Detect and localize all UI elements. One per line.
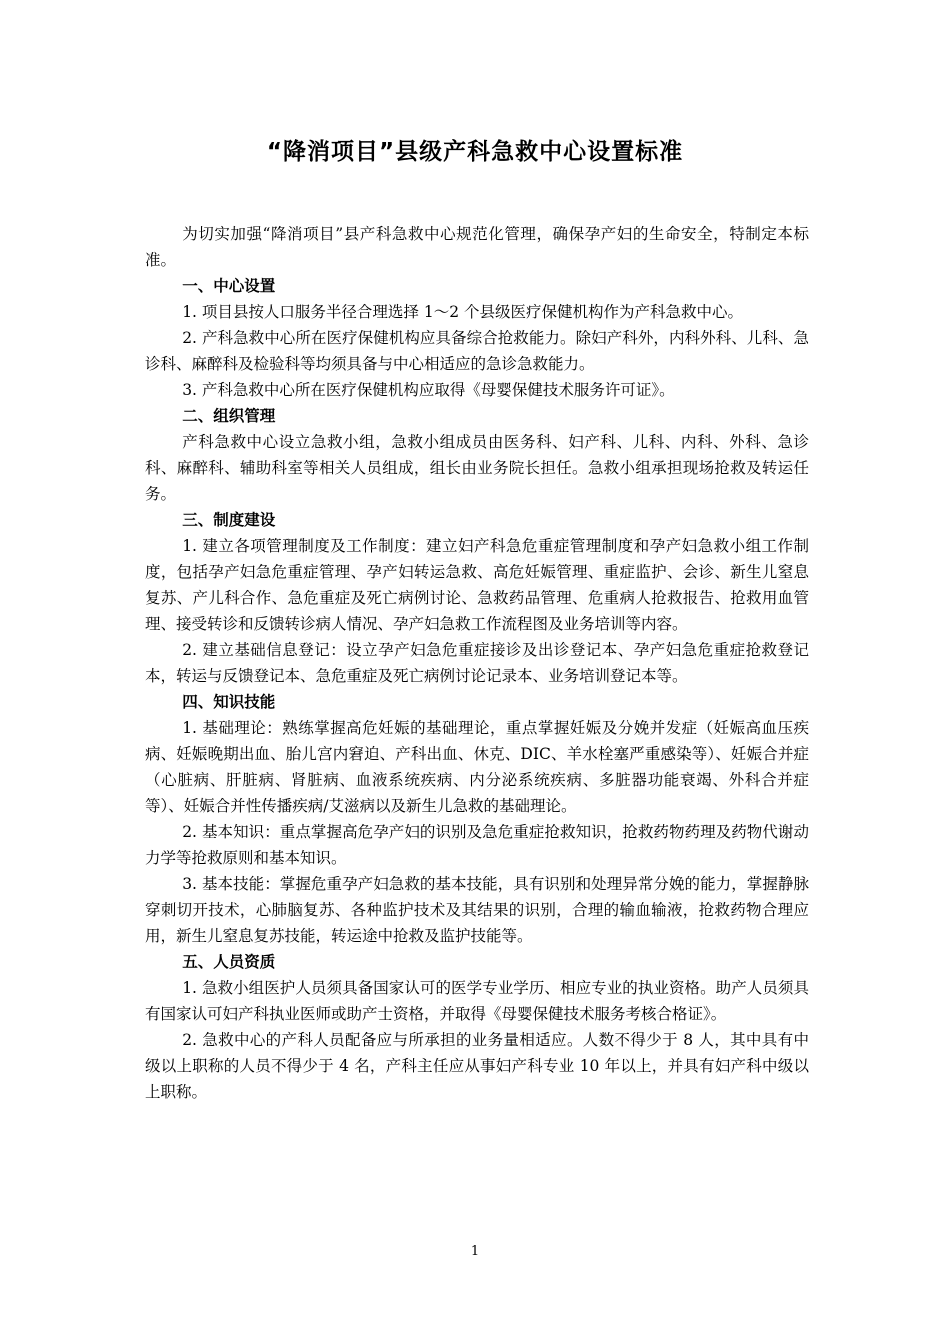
intro-paragraph: 为切实加强“降消项目”县产科急救中心规范化管理，确保孕产妇的生命安全，特制定本标准。 <box>145 225 809 269</box>
body-paragraph: 1. 基础理论：熟练掌握高危妊娠的基础理论，重点掌握妊娠及分娩并发症（妊娠高血压疾病、妊娠晚期出血、胎儿宫内窘迫、产科出血、休克、DIC、羊水栓塞严重感染等）、妊娠合并症（心脏病、肝脏病、肾脏病、血液系统疾病、内分泌系统疾病、多脏器功能衰竭、外科合并症等）、妊娠合并性传播疾病/艾滋病以及新生儿急救的基础理论。 <box>145 719 809 815</box>
body-paragraph: 3. 基本技能：掌握危重孕产妇急救的基本技能，具有识别和处理异常分娩的能力，掌握静脉穿刺切开技术，心肺脑复苏、各种监护技术及其结果的识别，合理的输血输液，抢救药物合理应用，新生儿窒息复苏技能，转运途中抢救及监护技能等。 <box>145 875 809 945</box>
section-heading: 五、人员资质 <box>182 953 276 971</box>
document-title: “降消项目”县级产科急救中心设置标准 <box>266 139 684 165</box>
body-paragraph: 1. 建立各项管理制度及工作制度：建立妇产科急危重症管理制度和孕产妇急救小组工作制度，包括孕产妇急危重症管理、孕产妇转运急救、高危妊娠管理、重症监护、会诊、新生儿窒息复苏、产儿科合作、急危重症及死亡病例讨论、急救药品管理、危重病人抢救报告、抢救用血管理、接受转诊和反馈转诊病人情况、孕产妇急救工作流程图及业务培训等内容。 <box>145 537 809 633</box>
body-paragraph: 产科急救中心设立急救小组，急救小组成员由医务科、妇产科、儿科、内科、外科、急诊科、麻醉科、辅助科室等相关人员组成，组长由业务院长担任。急救小组承担现场抢救及转运任务。 <box>145 433 809 503</box>
page-number: 1 <box>470 1244 480 1259</box>
body-paragraph: 2. 产科急救中心所在医疗保健机构应具备综合抢救能力。除妇产科外，内科外科、儿科、急诊科、麻醉科及检验科等均须具备与中心相适应的急诊急救能力。 <box>145 329 809 373</box>
body-paragraph: 2. 急救中心的产科人员配备应与所承担的业务量相适应。人数不得少于 8 人，其中具有中级以上职称的人员不得少于 4 名，产科主任应从事妇产科专业 10 年以上，并具有妇产科中级以上职称。 <box>145 1031 809 1101</box>
section-heading: 三、制度建设 <box>182 511 276 529</box>
section-heading: 二、组织管理 <box>182 407 276 425</box>
section-heading: 一、中心设置 <box>182 277 276 295</box>
body-paragraph: 2. 建立基础信息登记：设立孕产妇急危重症接诊及出诊登记本、孕产妇急危重症抢救登记本，转运与反馈登记本、急危重症及死亡病例讨论记录本、业务培训登记本等。 <box>145 641 809 685</box>
body-paragraph: 2. 基本知识：重点掌握高危孕产妇的识别及急危重症抢救知识，抢救药物药理及药物代谢动力学等抢救原则和基本知识。 <box>145 823 809 867</box>
body-paragraph: 1. 急救小组医护人员须具备国家认可的医学专业学历、相应专业的执业资格。助产人员须具有国家认可妇产科执业医师或助产士资格，并取得《母婴保健技术服务考核合格证》。 <box>145 979 809 1023</box>
section-heading: 四、知识技能 <box>182 693 276 711</box>
document-body <box>145 221 809 1105</box>
body-paragraph: 3. 产科急救中心所在医疗保健机构应取得《母婴保健技术服务许可证》。 <box>182 381 675 399</box>
body-paragraph: 1. 项目县按人口服务半径合理选择 1～2 个县级医疗保健机构作为产科急救中心。 <box>182 303 743 321</box>
